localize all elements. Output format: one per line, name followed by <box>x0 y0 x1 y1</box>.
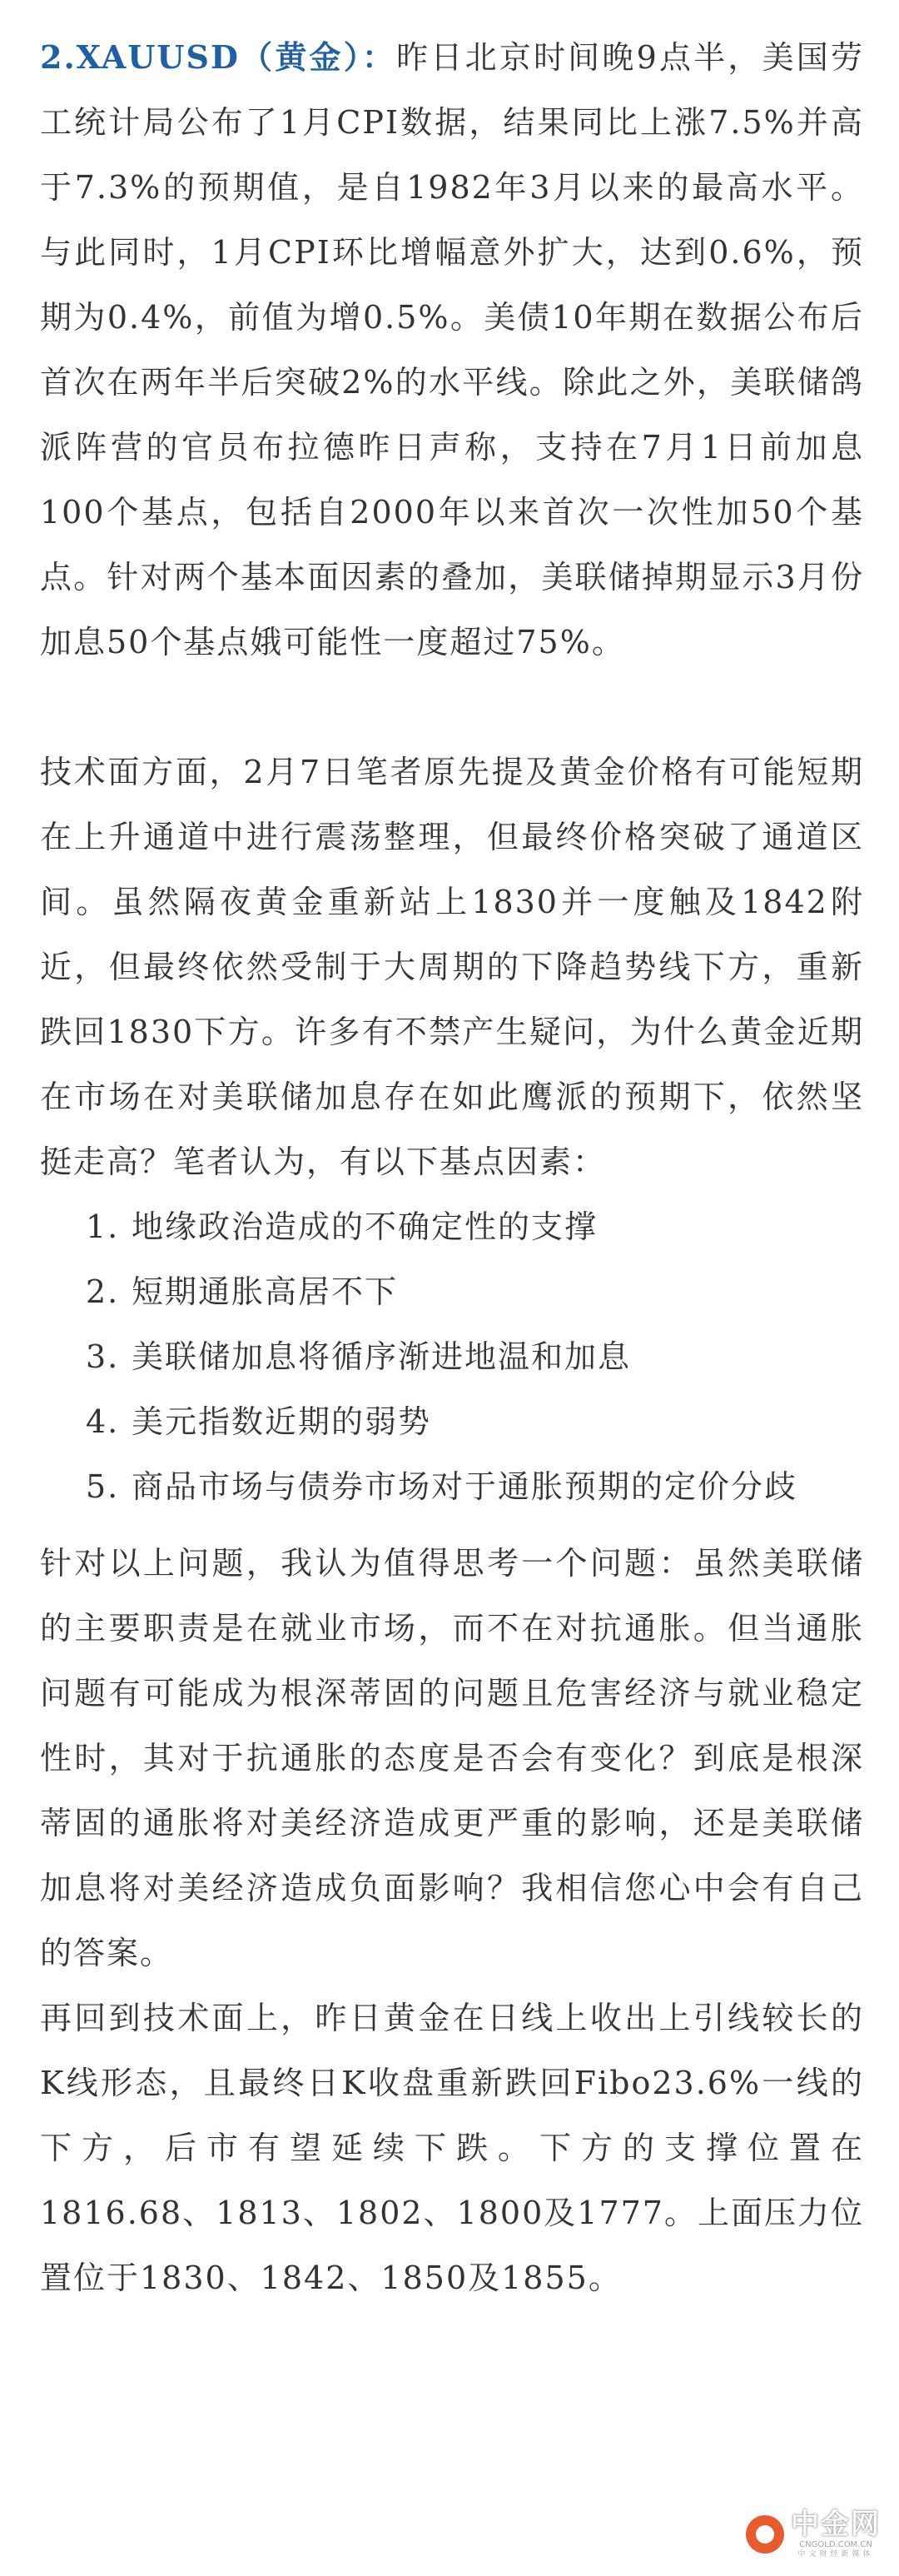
list-item <box>40 1454 864 1519</box>
list-number: 5. <box>86 1468 120 1505</box>
list-item <box>40 1259 864 1324</box>
list-text: 美元指数近期的弱势 <box>132 1403 432 1440</box>
watermark-url: CNGOLD.COM.CN <box>799 2540 872 2549</box>
cngold-logo-icon <box>746 2515 784 2554</box>
paragraph-fed-question: 针对以上问题，我认为值得思考一个问题：虽然美联储的主要职责是在就业市场，而不在对抗通胀。但当通胀问题有可能成为根深蒂固的问题且危害经济与就业稳定性时，其对于抗通胀的态度是否会有变化？到底是根深蒂固的通胀将对美经济造成更严重的影响，还是美联储加息将对美经济造成负面影响？我相信您心中会有自己的答案。 <box>40 1545 864 1971</box>
paragraph-technical-analysis: 技术面方面，2月7日笔者原先提及黄金价格有可能短期在上升通道中进行震荡整理，但最终价格突破了通道区间。虽然隔夜黄金重新站上1830并一度触及1842附近，但最终依然受制于大周期的下降趋势线下方，重新跌回1830下方。许多有不禁产生疑问，为什么黄金近期在市场在对美联储加息存在如此鹰派的预期下，依然坚挺走高？笔者认为，有以下基点因素： <box>40 754 864 1180</box>
list-number: 2. <box>86 1273 120 1310</box>
list-text: 商品市场与债券市场对于通胀预期的定价分歧 <box>132 1468 798 1505</box>
list-number: 4. <box>86 1403 120 1440</box>
list-item <box>40 1389 864 1454</box>
paragraph-text: 昨日北京时间晚9点半，美国劳工统计局公布了1月CPI数据，结果同比上涨7.5%并高于7.3%的预期值，是自1982年3月以来的最高水平。与此同时，1月CPI环比增幅意外扩大，达到0.6%，预期为0.4%，前值为增0.5%。美债10年期在数据公布后首次在两年半后突破2%的水平线。除此之外，美联储鸽派阵营的官员布拉德昨日声称，支持在7月1日前加息100个基点，包括自2000年以来首次一次性加50个基点。针对两个基本面因素的叠加，美联储掉期显示3月份加息50个基点娥可能性一度超过75%。 <box>40 39 864 660</box>
list-number: 1. <box>86 1208 120 1245</box>
list-number: 3. <box>86 1338 120 1375</box>
paragraph-support-resistance: 再回到技术面上，昨日黄金在日线上收出上引线较长的K线形态，且最终日K收盘重新跌回Fibo23.6%一线的下方，后市有望延续下跌。下方的支撑位置在1816.68、1813、1802、1800及1777。上面压力位置位于1830、1842、1850及1855。 <box>40 2000 864 2296</box>
watermark-subtitle: 中文财经新媒体 <box>797 2550 874 2559</box>
spacer <box>40 675 864 740</box>
watermark-text <box>791 2509 881 2559</box>
paragraph-gold-fundamentals <box>40 25 864 675</box>
list-text: 美联储加息将循序渐进地温和加息 <box>132 1338 632 1375</box>
spacer <box>40 1519 864 1531</box>
list-item <box>40 1324 864 1389</box>
factor-list <box>40 1194 864 1519</box>
section-heading: 2.XAUUSD（黄金）： <box>40 38 397 76</box>
list-text: 地缘政治造成的不确定性的支撑 <box>132 1208 599 1245</box>
list-text: 短期通胀高居不下 <box>132 1273 399 1310</box>
article <box>40 25 864 2310</box>
watermark <box>746 2509 881 2559</box>
watermark-name: 中金网 <box>791 2508 881 2541</box>
list-item <box>40 1194 864 1259</box>
